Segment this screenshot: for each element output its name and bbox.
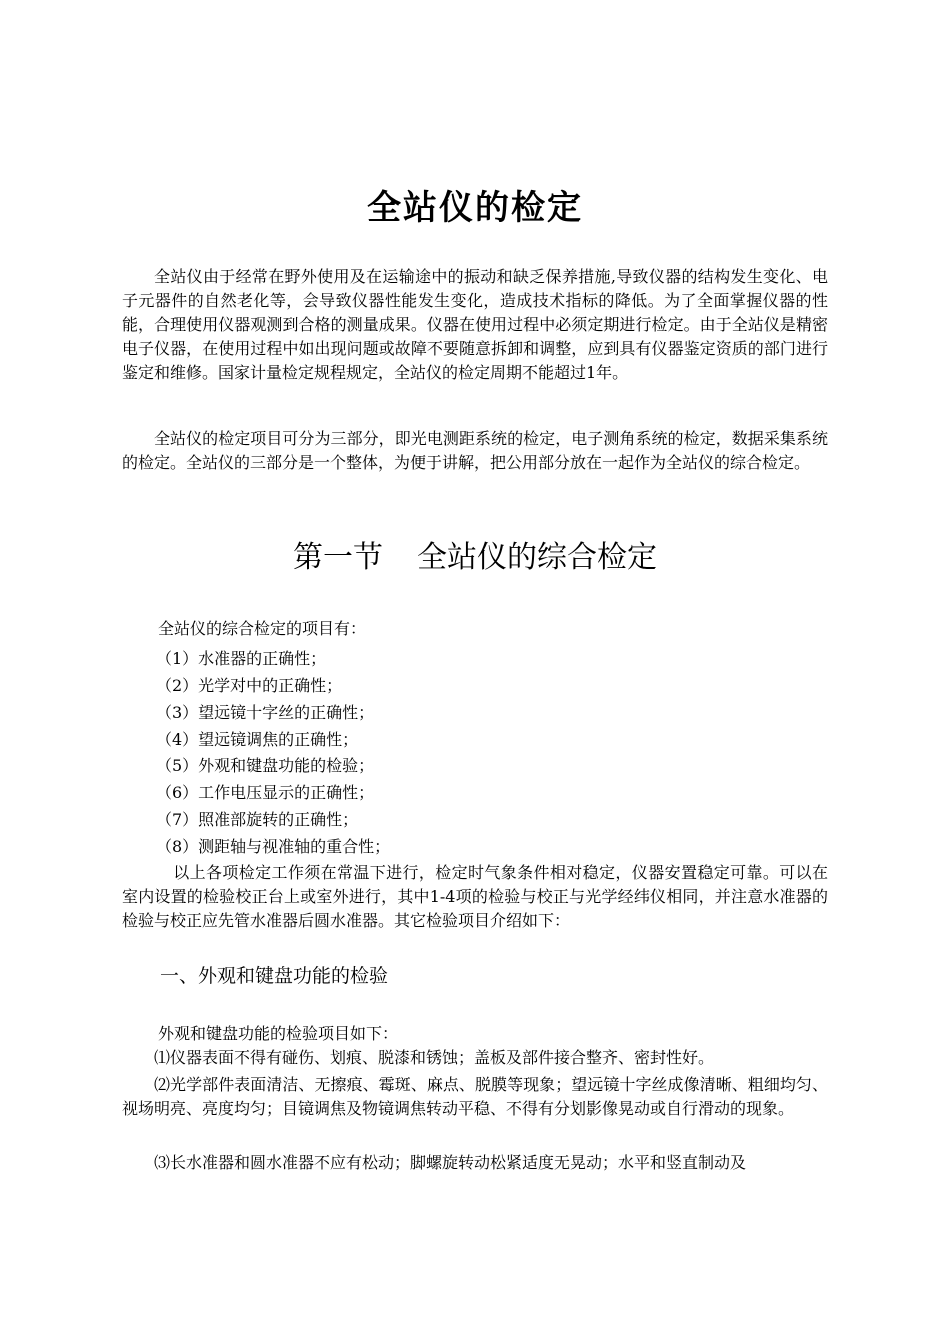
section-title: 全站仪的综合检定 [417, 540, 657, 575]
list-item: （1）水准器的正确性； [156, 649, 327, 668]
check-point-2: ⑵光学部件表面清洁、无擦痕、霉斑、麻点、脱膜等现象；望远镜十字丝成像清晰、粗细均匀、视场明亮、亮度均匀；目镜调焦及物镜调焦转动平稳、不得有分划影像晃动或自行滑动的现象。 [122, 1075, 828, 1118]
section-heading [0, 536, 950, 580]
list-item: （6）工作电压显示的正确性； [156, 783, 375, 802]
list-intro: 全站仪的综合检定的项目有： [158, 619, 367, 638]
list-item: （8）测距轴与视准轴的重合性； [156, 837, 391, 856]
list-item: （3）望远镜十字丝的正确性； [156, 703, 375, 722]
subsection-intro: 外观和键盘功能的检验项目如下： [158, 1024, 399, 1043]
list-item: （5）外观和键盘功能的检验； [156, 756, 375, 775]
section-number: 第一节 [293, 540, 383, 575]
subsection-heading: 一、外观和键盘功能的检验 [160, 965, 389, 987]
list-item: （7）照准部旋转的正确性； [156, 810, 359, 829]
page-title: 全站仪的检定 [367, 188, 583, 228]
intro-paragraph-2: 全站仪的检定项目可分为三部分，即光电测距系统的检定，电子测角系统的检定，数据采集系统的检定。全站仪的三部分是一个整体，为便于讲解，把公用部分放在一起作为全站仪的综合检定。 [122, 429, 828, 472]
check-point-3: ⑶长水准器和圆水准器不应有松动；脚螺旋转动松紧适度无晃动；水平和竖直制动及 [154, 1153, 747, 1172]
check-point-1: ⑴仪器表面不得有碰伤、划痕、脱漆和锈蚀；盖板及部件接合整齐、密封性好。 [154, 1048, 715, 1067]
list-item: （4）望远镜调焦的正确性； [156, 730, 359, 749]
list-item: （2）光学对中的正确性； [156, 676, 343, 695]
after-list-paragraph: 以上各项检定工作须在常温下进行，检定时气象条件相对稳定，仪器安置稳定可靠。可以在室内设置的检验校正台上或室外进行，其中1-4项的检验与校正与光学经纬仪相同，并注意水准器的检验与校正应先管水准器后圆水准器。其它检验项目介绍如下： [122, 863, 828, 930]
intro-paragraph-1: 全站仪由于经常在野外使用及在运输途中的振动和缺乏保养措施,导致仪器的结构发生变化、电子元器件的自然老化等，会导致仪器性能发生变化，造成技术指标的降低。为了全面掌握仪器的性能，合理使用仪器观测到合格的测量成果。仪器在使用过程中必须定期进行检定。由于全站仪是精密电子仪器，在使用过程中如出现问题或故障不要随意拆卸和调整，应到具有仪器鉴定资质的部门进行鉴定和维修。国家计量检定规程规定，全站仪的检定周期不能超过1年。 [122, 267, 828, 382]
